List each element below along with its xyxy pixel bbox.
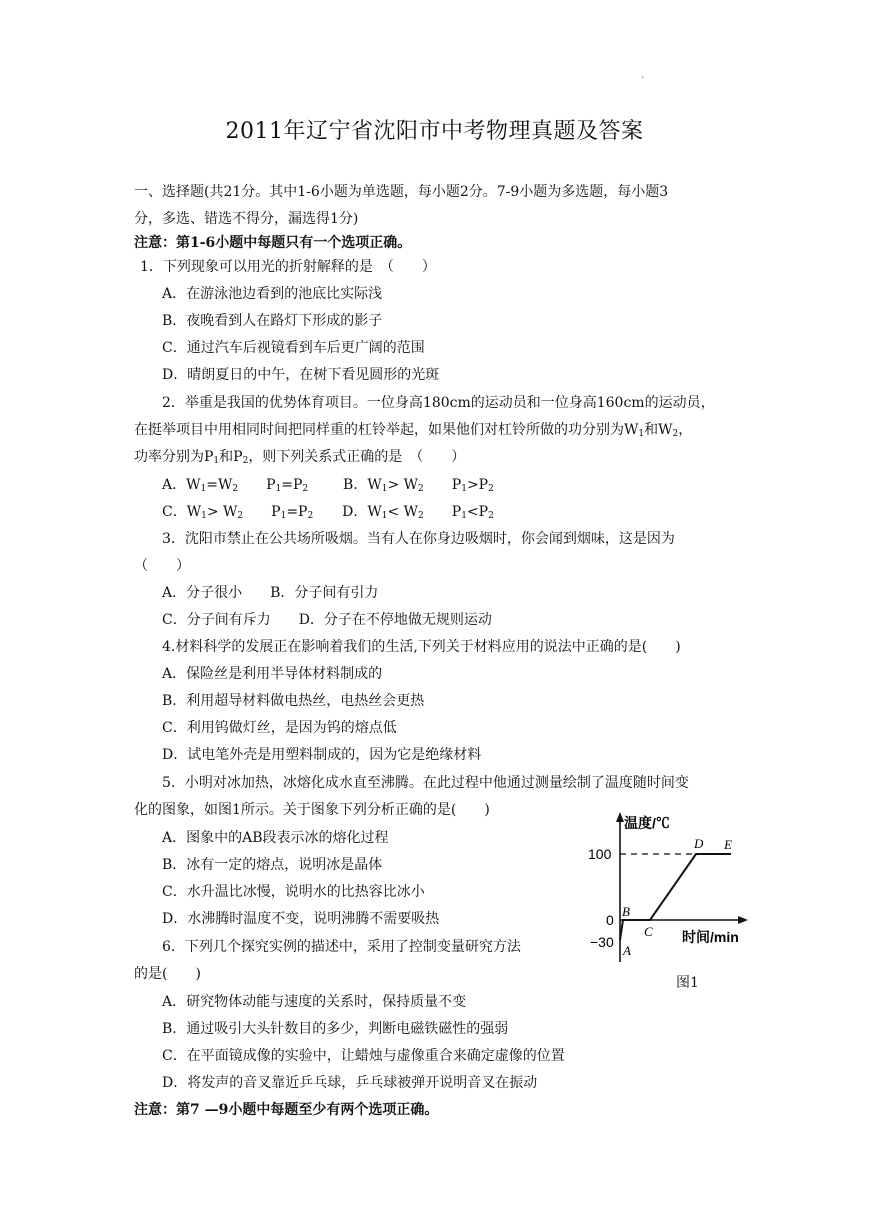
point-label-d: D	[694, 836, 704, 851]
tick-label-0: 0	[606, 912, 614, 928]
point-label-b: B	[622, 904, 630, 919]
note-multi-choice: 注意：第7 —9小题中每题至少有两个选项正确。	[134, 1102, 439, 1118]
q1-option-b: B．夜晚看到人在路灯下形成的影子	[162, 313, 383, 329]
x-axis-label: 时间/min	[682, 929, 739, 945]
q4-option-c: C．利用钨做灯丝，是因为钨的熔点低	[162, 720, 397, 736]
page-title: 2011年辽宁省沈阳市中考物理真题及答案	[225, 119, 644, 144]
section-intro-line2: 分，多选、错选不得分，漏选得1分)	[134, 211, 359, 227]
q5-option-b: B．冰有一定的熔点，说明冰是晶体	[162, 857, 383, 873]
q4-option-a: A．保险丝是利用半导体材料制成的	[162, 666, 383, 682]
q1-option-d: D．晴朗夏日的中午，在树下看见圆形的光斑	[162, 367, 440, 383]
x-axis-arrow-icon	[738, 916, 748, 924]
q6-option-d: D．将发声的音叉靠近乒乓球，乒乓球被弹开说明音叉在振动	[162, 1075, 538, 1091]
q2-options-ab: A．$W_1=W_2$ $P_1=P_2$ B．$W_1> W_2$ $P_1>P_2$	[162, 477, 494, 494]
q2-stem-line2: 在挺举项目中用相同时间把同样重的杠铃举起，如果他们对杠铃所做的功分别为$W_1$和$W_2$，	[134, 422, 693, 439]
y-axis-label: 温度/℃	[624, 815, 670, 831]
q6-option-b: B．通过吸引大头针数目的多少，判断电磁铁磁性的强弱	[162, 1021, 509, 1037]
q2-options-cd: C．$W_1> W_2$ $P_1=P_2$ D．$W_1< W_2$ $P_1<P_2$	[162, 504, 494, 521]
q2-stem-line3: 功率分别为$P_1$和$P_2$，则下列关系式正确的是 （ ）	[134, 449, 466, 466]
q5-option-d: D．水沸腾时温度不变，说明沸腾不需要吸热	[162, 911, 440, 927]
q6-option-a: A．研究物体动能与速度的关系时，保持质量不变	[162, 994, 467, 1010]
temperature-curve	[620, 854, 731, 940]
note-single-choice: 注意：第1-6小题中每题只有一个选项正确。	[134, 235, 412, 251]
q5-stem-line1: 5．小明对冰加热，冰熔化成水直至沸腾。在此过程中他通过测量绘制了温度随时间变	[162, 775, 689, 791]
q4-option-b: B．利用超导材料做电热丝，电热丝会更热	[162, 693, 425, 709]
figure-caption: 图1	[676, 975, 699, 991]
q5-stem-line2: 化的图象，如图1所示。关于图象下列分析正确的是( )	[134, 802, 490, 818]
q4-stem: 4.材料科学的发展正在影响着我们的生活,下列关于材料应用的说法中正确的是( )	[162, 639, 681, 655]
figure-temperature-time-graph	[586, 812, 786, 972]
q6-stem-line1: 6．下列几个探究实例的描述中，采用了控制变量研究方法	[162, 939, 521, 955]
q1-option-c: C．通过汽车后视镜看到车后更广阔的范围	[162, 340, 425, 356]
point-label-a: A	[623, 943, 631, 958]
tick-label-100: 100	[588, 846, 612, 862]
page-dot: .	[641, 70, 645, 81]
q6-option-c: C．在平面镜成像的实验中，让蜡烛与虚像重合来确定虚像的位置	[162, 1048, 565, 1064]
q1-option-a: A．在游泳池边看到的池底比实际浅	[162, 286, 383, 302]
point-label-e: E	[724, 837, 732, 852]
q6-stem-line2: 的是( )	[134, 966, 201, 982]
tick-label-minus-30: −30	[590, 934, 614, 950]
q3-stem-line1: 3．沈阳市禁止在公共场所吸烟。当有人在你身边吸烟时，你会闻到烟味，这是因为	[162, 531, 675, 547]
section-intro-line1: 一、选择题(共21分。其中1-6小题为单选题，每小题2分。7-9小题为多选题，每小题3	[134, 184, 669, 200]
q1-stem: 1．下列现象可以用光的折射解释的是 （ ）	[140, 259, 436, 275]
q3-stem-line2: （ ）	[134, 558, 190, 574]
q5-option-c: C．水升温比冰慢，说明水的比热容比冰小	[162, 884, 425, 900]
point-label-c: C	[644, 924, 653, 939]
y-axis-arrow-icon	[616, 812, 624, 822]
q3-options-cd: C．分子间有斥力 D．分子在不停地做无规则运动	[162, 612, 492, 628]
q4-option-d: D．试电笔外壳是用塑料制成的，因为它是绝缘材料	[162, 747, 482, 763]
q5-option-a: A．图象中的AB段表示冰的熔化过程	[162, 830, 389, 846]
q2-stem-line1: 2．举重是我国的优势体育项目。一位身高180cm的运动员和一位身高160cm的运动员，	[162, 395, 715, 411]
q3-options-ab: A．分子很小 B．分子间有引力	[162, 585, 379, 601]
